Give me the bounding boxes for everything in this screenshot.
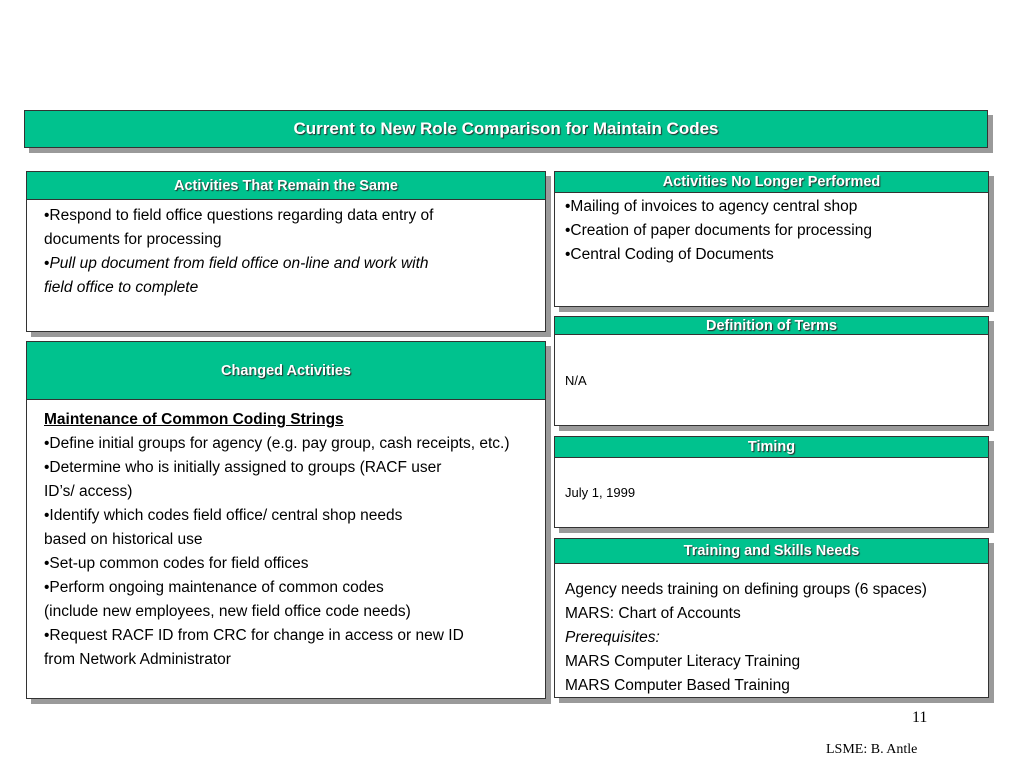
remain-line: documents for processing bbox=[44, 231, 222, 248]
changed-line: (include new employees, new field office code needs) bbox=[44, 603, 411, 620]
changed-header: Changed Activities bbox=[27, 342, 545, 400]
changed-body bbox=[27, 400, 545, 698]
definition-panel bbox=[554, 316, 989, 426]
timing-text: July 1, 1999 bbox=[565, 485, 636, 500]
no-longer-line: •Mailing of invoices to agency central shop bbox=[565, 198, 858, 215]
changed-heading: Maintenance of Common Coding Strings bbox=[44, 411, 344, 428]
changed-line: •Determine who is initially assigned to groups (RACF user bbox=[44, 459, 442, 476]
changed-line: based on historical use bbox=[44, 531, 203, 548]
training-header: Training and Skills Needs bbox=[555, 539, 988, 564]
changed-panel bbox=[26, 341, 546, 699]
remain-panel bbox=[26, 171, 546, 332]
no-longer-line: •Central Coding of Documents bbox=[565, 246, 774, 263]
page-number: 11 bbox=[912, 709, 928, 726]
remain-italic-text: Pull up document from field office on-line and work with bbox=[49, 255, 429, 272]
no-longer-panel bbox=[554, 171, 989, 307]
remain-body bbox=[27, 200, 545, 331]
changed-line: •Identify which codes field office/ central shop needs bbox=[44, 507, 403, 524]
training-line: MARS Computer Literacy Training bbox=[565, 653, 801, 670]
training-line: Prerequisites: bbox=[565, 629, 660, 646]
changed-line: •Define initial groups for agency (e.g. pay group, cash receipts, etc.) bbox=[44, 435, 510, 452]
changed-line: •Perform ongoing maintenance of common codes bbox=[44, 579, 384, 596]
remain-header: Activities That Remain the Same bbox=[27, 172, 545, 200]
definition-text: N/A bbox=[565, 372, 587, 388]
changed-line: •Set-up common codes for field offices bbox=[44, 555, 309, 572]
no-longer-header: Activities No Longer Performed bbox=[555, 172, 988, 193]
changed-line: •Request RACF ID from CRC for change in access or new ID bbox=[44, 627, 464, 644]
slide-title: Current to New Role Comparison for Maintain Codes bbox=[24, 110, 988, 148]
timing-header: Timing bbox=[555, 437, 988, 458]
remain-line: field office to complete bbox=[44, 279, 199, 296]
training-panel bbox=[554, 538, 989, 698]
timing-body bbox=[555, 458, 988, 527]
changed-line: ID’s/ access) bbox=[44, 483, 133, 500]
no-longer-body bbox=[555, 193, 988, 306]
no-longer-line: •Creation of paper documents for processing bbox=[565, 222, 872, 239]
training-line: MARS Computer Based Training bbox=[565, 677, 790, 694]
definition-body bbox=[555, 335, 988, 425]
remain-line: •Respond to field office questions regarding data entry of bbox=[44, 207, 434, 224]
bullet: • bbox=[44, 255, 50, 272]
training-line: Agency needs training on defining groups (6 spaces) bbox=[565, 581, 927, 598]
timing-panel bbox=[554, 436, 989, 528]
remain-line bbox=[44, 252, 545, 276]
definition-header: Definition of Terms bbox=[555, 317, 988, 335]
training-line: MARS: Chart of Accounts bbox=[565, 605, 741, 622]
changed-line: from Network Administrator bbox=[44, 651, 231, 668]
training-body bbox=[555, 564, 988, 697]
author-credit: LSME: B. Antle bbox=[826, 742, 918, 757]
